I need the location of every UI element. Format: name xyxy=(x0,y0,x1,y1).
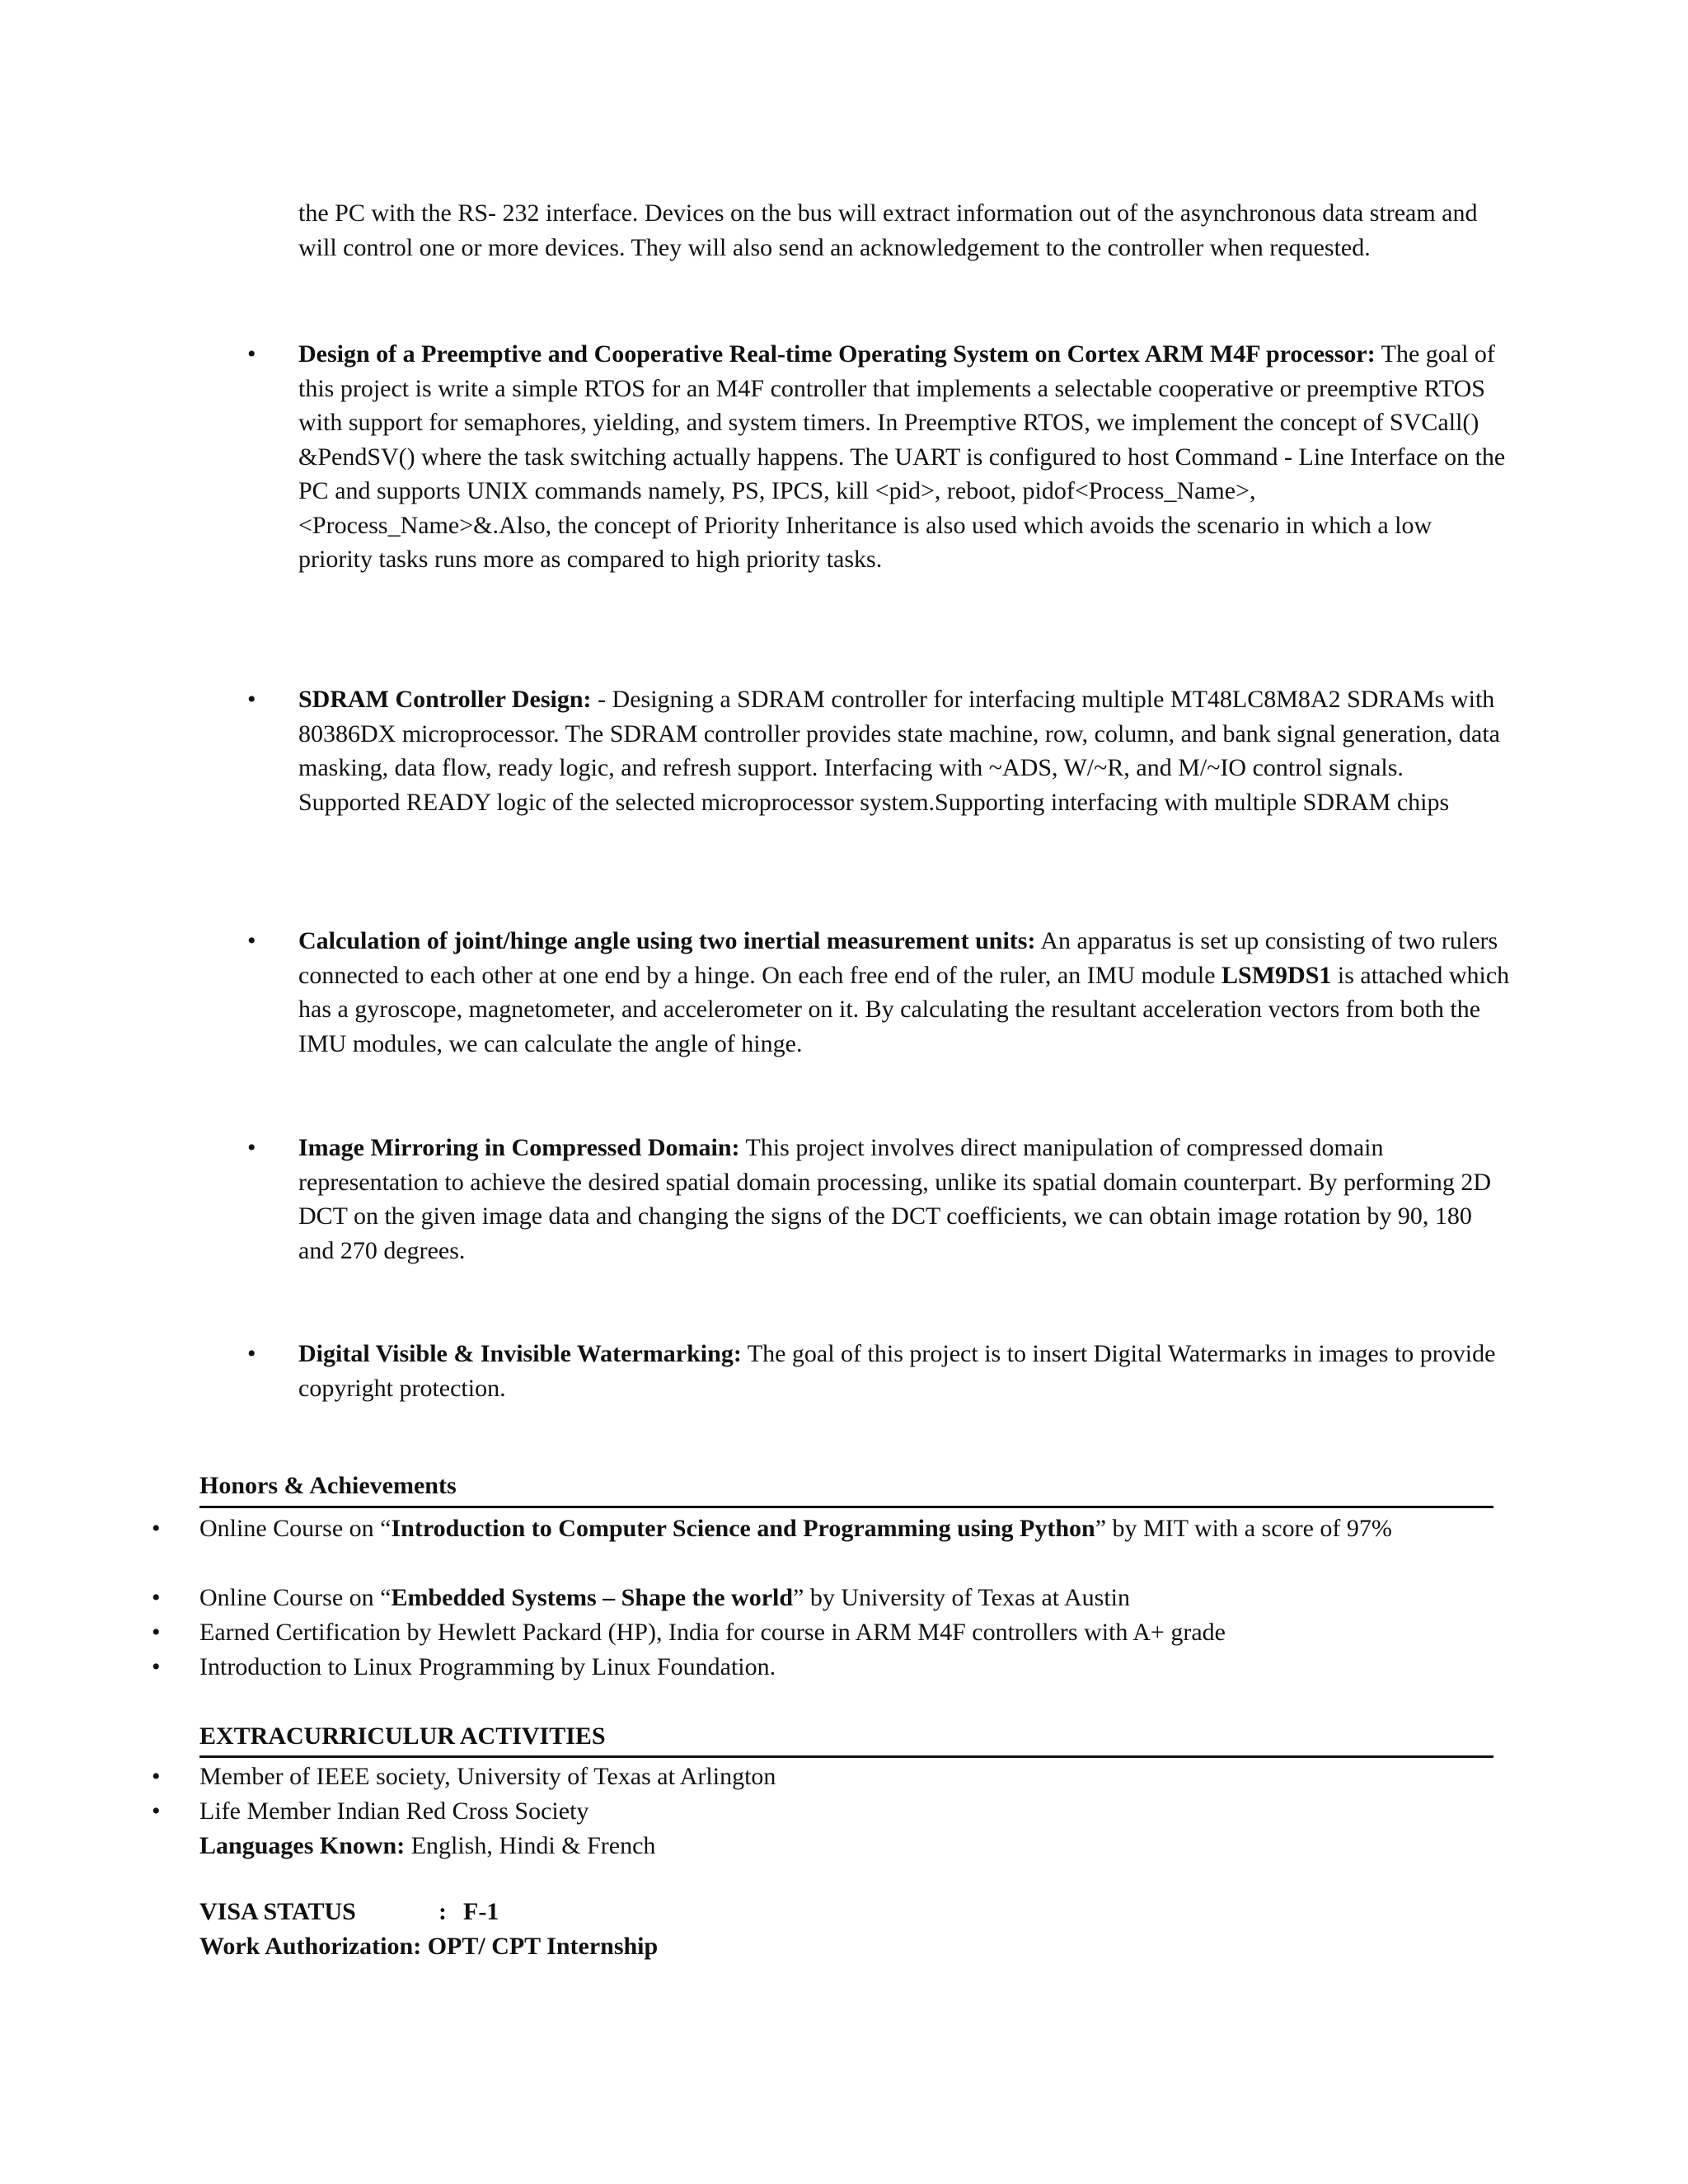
honor-item xyxy=(199,1650,1502,1685)
project-description-extra: Supported READY logic of the selected microprocessor system.Supporting interfacing with multiple SDRAM chips xyxy=(298,788,1450,816)
work-auth-value: OPT/ CPT Internship xyxy=(427,1933,659,1960)
project-title: Design of a Preemptive and Cooperative Real-time Operating System on Cortex ARM M4F processor: xyxy=(298,340,1376,368)
project-title: Image Mirroring in Compressed Domain: xyxy=(298,1134,740,1161)
activity-item xyxy=(199,1760,1502,1794)
activity-item xyxy=(199,1794,1502,1829)
languages-label: Languages Known: xyxy=(199,1832,406,1859)
project-image-mirroring xyxy=(298,1131,1510,1268)
project-description: The goal of this project is to insert Digital Watermarks in images to provide copyright protection. xyxy=(298,1340,1496,1402)
bullet-glyph: • xyxy=(247,340,256,368)
bullet-glyph: • xyxy=(152,1653,161,1680)
section-divider xyxy=(199,1755,1493,1758)
bullet-glyph: • xyxy=(152,1619,161,1646)
honor-text: Earned Certification by Hewlett Packard (HP), India for course in ARM M4F controllers with A+ grade xyxy=(199,1619,1226,1646)
honor-item xyxy=(199,1511,1502,1546)
languages-line xyxy=(199,1829,1502,1863)
bullet-glyph: • xyxy=(152,1515,161,1542)
project-sdram xyxy=(298,682,1510,819)
honor-item xyxy=(199,1615,1502,1650)
activity-text: Member of IEEE society, University of Texas at Arlington xyxy=(199,1763,776,1790)
honor-item xyxy=(199,1581,1502,1615)
project-title: Calculation of joint/hinge angle using two inertial measurement units: xyxy=(298,927,1036,954)
project-rtos xyxy=(298,337,1510,577)
project-description: This project involves direct manipulation of compressed domain representation to achieve the desired spatial domain processing, unlike its spatial domain counterpart. By performing 2D DCT on the given image data and changing the signs of the DCT coefficients, we can obtain image rotation by 90, 180 and 270 degrees. xyxy=(298,1134,1492,1264)
visa-label: VISA STATUS xyxy=(199,1898,356,1925)
section-divider xyxy=(199,1506,1493,1508)
project-description: The goal of this project is write a simple RTOS for an M4F controller that implements a selectable cooperative or preemptive RTOS with support for semaphores, yielding, and system timers. In Preemptive RTOS, we implement the concept of SVCall() &PendSV() where the task switching actually happens. The UART is configured to host Command - Line Interface on the PC and supports UNIX commands namely, PS, IPCS, kill <pid>, reboot, pidof<Process_Name>, <Process_Name>&.Also, the concept of Priority Inheritance is also used which avoids the scenario in which a low priority tasks runs more as compared to high priority tasks. xyxy=(298,340,1506,573)
bullet-glyph: • xyxy=(152,1763,161,1790)
visa-value: F-1 xyxy=(463,1898,499,1925)
honors-heading: Honors & Achievements xyxy=(199,1472,457,1499)
bullet-glyph: • xyxy=(152,1797,161,1825)
honor-text-cont: ” by MIT with a score of 97% xyxy=(1095,1515,1392,1542)
honor-text: Online Course on “ xyxy=(199,1584,392,1611)
project-imu xyxy=(298,924,1510,1061)
honor-text: Introduction to Linux Programming by Linux Foundation. xyxy=(199,1653,776,1680)
work-authorization-line xyxy=(199,1933,658,1961)
visa-separator: : xyxy=(438,1898,447,1925)
project-watermarking xyxy=(298,1337,1510,1405)
honor-text: Online Course on “ xyxy=(199,1515,392,1542)
project-continuation xyxy=(298,196,1510,265)
honor-course-name: Introduction to Computer Science and Programming using Python xyxy=(391,1515,1095,1542)
honor-text-cont: ” by University of Texas at Austin xyxy=(793,1584,1130,1611)
bullet-glyph: • xyxy=(247,927,256,954)
languages-value: English, Hindi & French xyxy=(405,1832,656,1859)
bullet-glyph: • xyxy=(247,1340,256,1367)
project-title: Digital Visible & Invisible Watermarking: xyxy=(298,1340,742,1367)
bullet-glyph: • xyxy=(247,686,256,713)
activity-text: Life Member Indian Red Cross Society xyxy=(199,1797,589,1825)
work-auth-label: Work Authorization: xyxy=(199,1933,422,1960)
extracurricular-heading: EXTRACURRICULUR ACTIVITIES xyxy=(199,1722,606,1750)
project-description: An apparatus is set up consisting of two rulers connected to each other at one end by a hinge. On each free end of the ruler, an IMU module xyxy=(298,927,1498,989)
project-continuation-text: the PC with the RS- 232 interface. Devices on the bus will extract information out of the asynchronous data stream and will control one or more devices. They will also send an acknowledgement to the controller when requested. xyxy=(298,199,1478,261)
bullet-glyph: • xyxy=(152,1584,161,1611)
honor-course-name: Embedded Systems – Shape the world xyxy=(391,1584,794,1611)
bullet-glyph: • xyxy=(247,1134,256,1161)
project-description-cont: is attached which has a gyroscope, magnetometer, and accelerometer on it. By calculating the resultant acceleration vectors from both the IMU modules, we can calculate the angle of hinge. xyxy=(298,961,1510,1057)
visa-status-line xyxy=(199,1898,499,1926)
project-description: - Designing a SDRAM controller for interfacing multiple MT48LC8M8A2 SDRAMs with 80386DX microprocessor. The SDRAM controller provides state machine, row, column, and bank signal generation, data masking, data flow, ready logic, and refresh support. Interfacing with ~ADS, W/~R, and M/~IO control signals. xyxy=(298,686,1500,781)
imu-module-name: LSM9DS1 xyxy=(1221,961,1332,989)
project-title: SDRAM Controller Design: xyxy=(298,686,592,713)
